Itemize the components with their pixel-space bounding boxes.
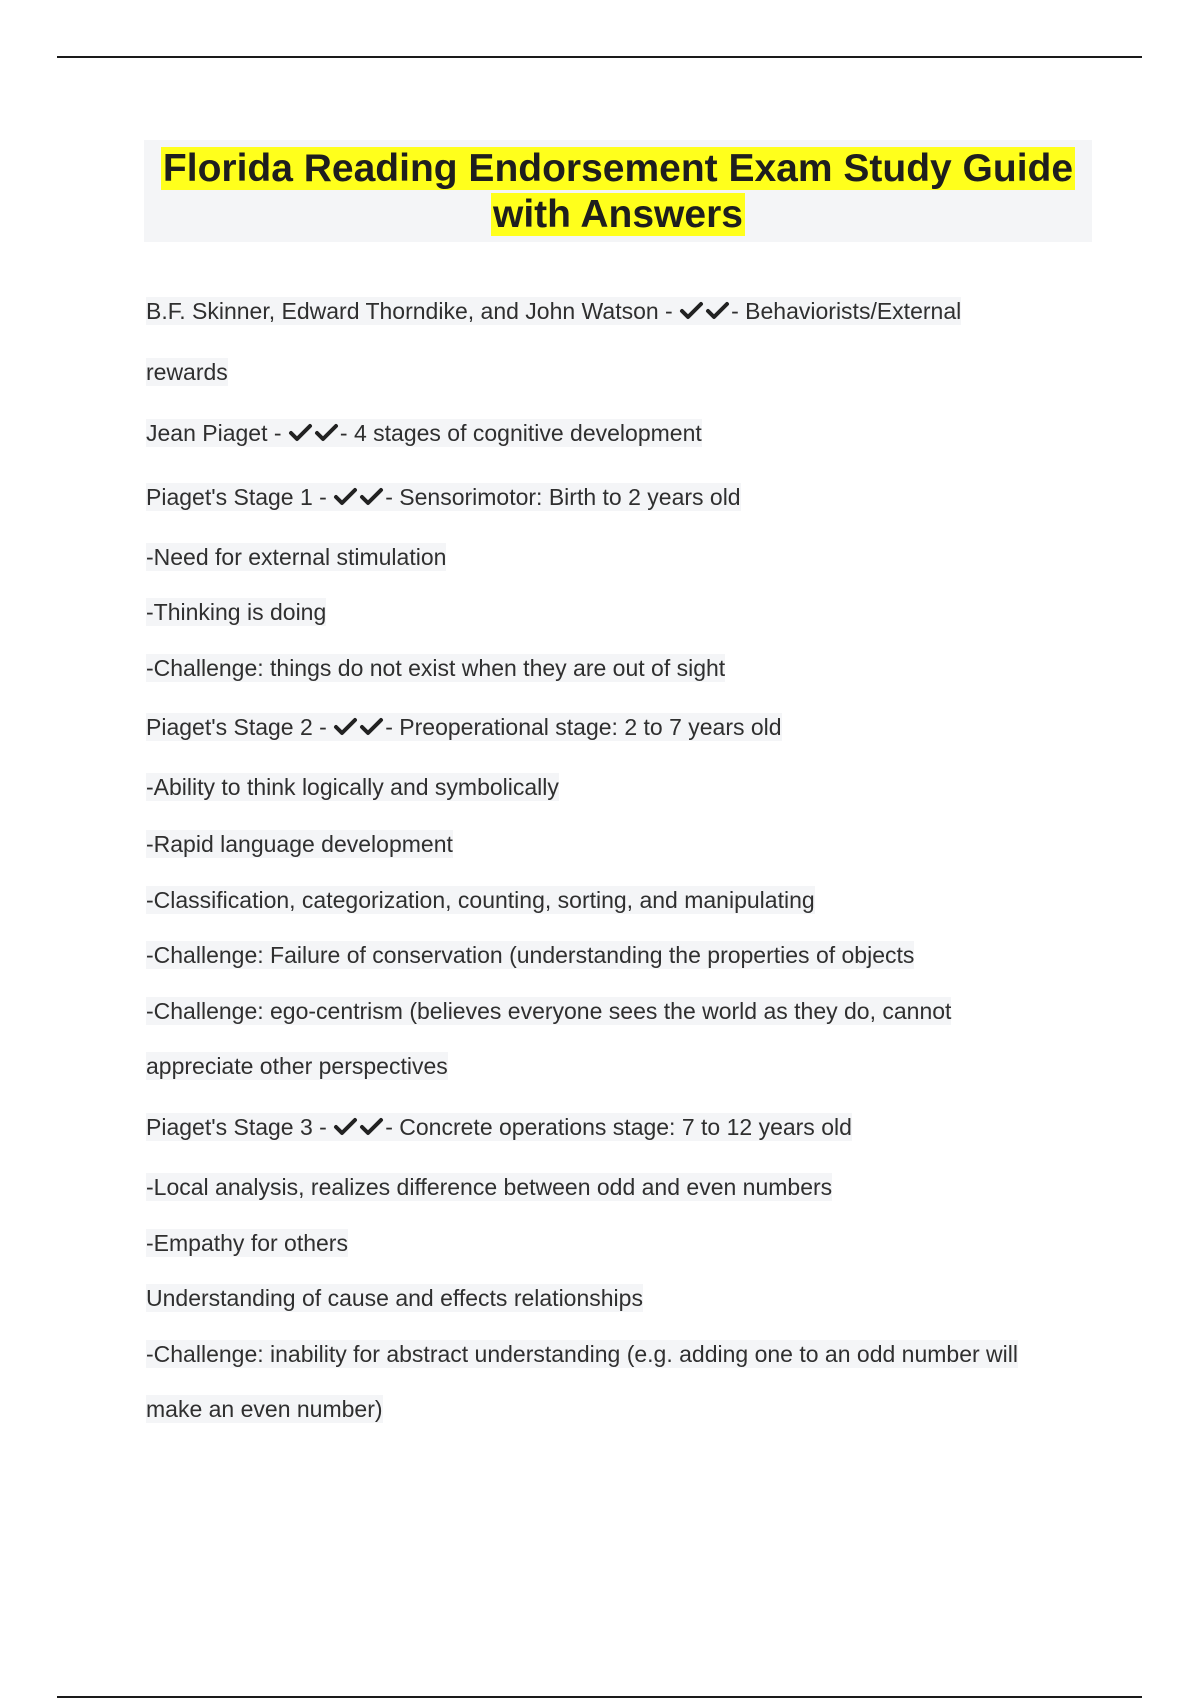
line-text: -Local analysis, realizes difference between odd and even numbers bbox=[146, 1174, 833, 1200]
checkmark-icon bbox=[333, 486, 359, 508]
line-text: -Classification, categorization, counting, sorting, and manipulating bbox=[146, 887, 815, 913]
checkmark-icon bbox=[705, 300, 731, 322]
line-text: -Challenge: inability for abstract understanding (e.g. adding one to an odd number will bbox=[146, 1341, 1018, 1367]
line-text: -Challenge: Failure of conservation (understanding the properties of objects bbox=[146, 942, 915, 968]
list-item bbox=[146, 1051, 448, 1081]
title-line-2: with Answers bbox=[493, 193, 743, 236]
line-text: -Challenge: ego-centrism (believes everyone sees the world as they do, cannot bbox=[146, 998, 952, 1024]
answer-text: - Preoperational stage: 2 to 7 years old bbox=[385, 714, 782, 740]
line-text: -Empathy for others bbox=[146, 1230, 348, 1256]
line-text: -Ability to think logically and symbolically bbox=[146, 774, 559, 800]
list-item bbox=[146, 1112, 852, 1142]
list-item bbox=[146, 653, 725, 683]
term-text: Jean Piaget - bbox=[146, 420, 288, 446]
checkmark-icon bbox=[314, 422, 340, 444]
line-text: make an even number) bbox=[146, 1396, 383, 1422]
list-item bbox=[146, 712, 782, 742]
bottom-rule bbox=[57, 1696, 1142, 1698]
list-item bbox=[146, 772, 559, 802]
line-text: -Challenge: things do not exist when they are out of sight bbox=[146, 655, 726, 681]
line-text: -Need for external stimulation bbox=[146, 544, 447, 570]
title-block bbox=[144, 140, 1092, 242]
line-text: rewards bbox=[146, 359, 228, 385]
answer-text: - 4 stages of cognitive development bbox=[339, 420, 702, 446]
page-title bbox=[144, 146, 1092, 238]
list-item bbox=[146, 296, 961, 326]
term-text: B.F. Skinner, Edward Thorndike, and John Watson - bbox=[146, 298, 680, 324]
answer-text: - Behaviorists/External bbox=[731, 298, 962, 324]
term-text: Piaget's Stage 3 - bbox=[146, 1114, 334, 1140]
list-item bbox=[146, 940, 914, 970]
list-item bbox=[146, 829, 453, 859]
list-item bbox=[146, 418, 702, 448]
list-item bbox=[146, 1172, 832, 1202]
line-text: Understanding of cause and effects relationships bbox=[146, 1285, 643, 1311]
list-item bbox=[146, 1339, 1018, 1369]
line-text: appreciate other perspectives bbox=[146, 1053, 448, 1079]
checkmark-icon bbox=[333, 1116, 359, 1138]
list-item bbox=[146, 357, 228, 387]
top-rule bbox=[57, 56, 1142, 58]
list-item bbox=[146, 482, 741, 512]
list-item bbox=[146, 1228, 348, 1258]
answer-text: - Concrete operations stage: 7 to 12 years old bbox=[385, 1114, 852, 1140]
checkmark-icon bbox=[288, 422, 314, 444]
list-item bbox=[146, 597, 326, 627]
checkmark-icon bbox=[359, 716, 385, 738]
checkmark-icon bbox=[679, 300, 705, 322]
answer-text: - Sensorimotor: Birth to 2 years old bbox=[385, 484, 741, 510]
checkmark-icon bbox=[359, 486, 385, 508]
checkmark-icon bbox=[333, 716, 359, 738]
list-item bbox=[146, 1394, 383, 1424]
checkmark-icon bbox=[359, 1116, 385, 1138]
list-item bbox=[146, 542, 446, 572]
line-text: -Thinking is doing bbox=[146, 599, 327, 625]
list-item bbox=[146, 996, 951, 1026]
line-text: -Rapid language development bbox=[146, 831, 453, 857]
list-item bbox=[146, 885, 815, 915]
list-item bbox=[146, 1283, 643, 1313]
term-text: Piaget's Stage 2 - bbox=[146, 714, 334, 740]
term-text: Piaget's Stage 1 - bbox=[146, 484, 334, 510]
title-line-1: Florida Reading Endorsement Exam Study Guide bbox=[162, 147, 1074, 190]
